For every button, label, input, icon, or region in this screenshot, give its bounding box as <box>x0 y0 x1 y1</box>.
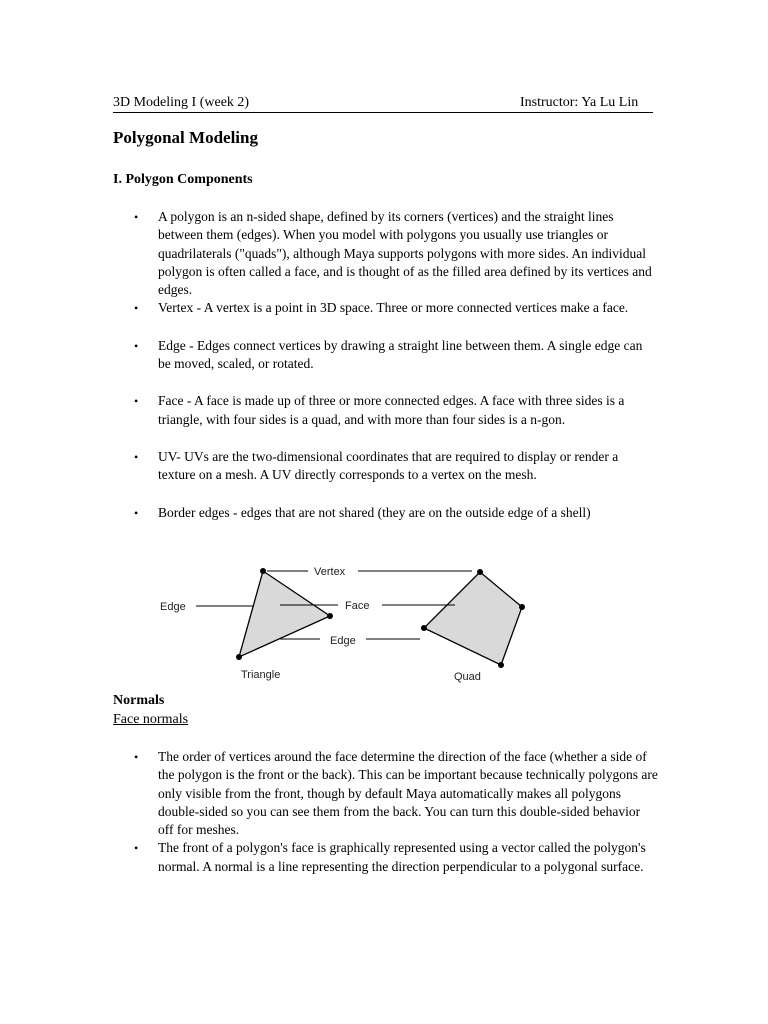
quad-shape <box>424 572 522 665</box>
list-item <box>113 839 658 876</box>
vertex-dot <box>498 662 504 668</box>
page-title: Polygonal Modeling <box>113 128 258 147</box>
face-normals-subheading: Face normals <box>113 712 189 727</box>
list-item <box>113 299 658 317</box>
list-item <box>113 337 658 374</box>
triangle-shape <box>239 571 330 657</box>
label-edge-bottom: Edge <box>330 635 356 647</box>
list-item-text: A polygon is an n-sided shape, defined by its corners (vertices) and the straight lines between them (edges). When you model with polygons you usually use triangles or quadrilaterals ("quads"), although Maya supports polygons with more sides. An individual polygon is often called a face, and is thought of as the filled area defined by its vertices and edges. <box>158 209 652 298</box>
polygon-components-list <box>113 208 658 522</box>
list-item <box>113 392 658 429</box>
label-triangle: Triangle <box>241 669 281 681</box>
list-item-text: Edge - Edges connect vertices by drawing a straight line between them. A single edge can be moved, scaled, or rotated. <box>158 337 643 372</box>
label-quad: Quad <box>454 671 481 683</box>
bullet-icon: • <box>134 301 139 316</box>
vertex-dot <box>260 568 266 574</box>
list-item-text: Border edges - edges that are not shared (they are on the outside edge of a shell) <box>158 504 591 520</box>
list-item-text: Vertex - A vertex is a point in 3D space. Three or more connected vertices make a face. <box>158 300 629 316</box>
label-edge-left: Edge <box>160 601 186 613</box>
section-heading: I. Polygon Components <box>113 172 253 187</box>
bullet-icon: • <box>134 210 139 224</box>
list-item <box>113 208 658 299</box>
bullet-icon: • <box>134 449 139 464</box>
polygon-diagram <box>150 560 550 690</box>
document-header <box>113 94 653 113</box>
vertex-dot <box>236 654 242 660</box>
list-item-text: Face - A face is made up of three or more connected edges. A face with three sides is a triangle, with four sides is a quad, and with more than four sides is a n-gon. <box>158 393 625 427</box>
list-item <box>113 448 658 485</box>
vertex-dot <box>421 625 427 631</box>
bullet-icon: • <box>134 505 139 520</box>
list-item <box>113 504 658 522</box>
vertex-dot <box>327 613 333 619</box>
bullet-icon: • <box>134 394 139 409</box>
label-face: Face <box>345 600 370 612</box>
vertex-dot <box>477 569 483 575</box>
instructor-name: Instructor: Ya Lu Lin <box>520 95 639 110</box>
vertex-dot <box>519 604 525 610</box>
list-item-text: UV- UVs are the two-dimensional coordinates that are required to display or render a texture on a mesh. A UV directly corresponds to a vertex on the mesh. <box>158 448 619 483</box>
bullet-icon: • <box>134 338 139 353</box>
list-item <box>113 748 658 839</box>
course-title: 3D Modeling I (week 2) <box>113 95 250 110</box>
bullet-icon: • <box>134 750 139 764</box>
list-item-text: The front of a polygon's face is graphically represented using a vector called the polygon's normal. A normal is a line representing the direction perpendicular to a polygonal surface. <box>158 840 646 874</box>
label-vertex: Vertex <box>314 566 346 578</box>
list-item-text: The order of vertices around the face determine the direction of the face (whether a side of the polygon is the front or the back). This can be important because technically polygons are only visible from the front, though by default Maya automatically makes all polygons double-sided so you can see them from the back. You can turn this double-sided behavior off for meshes. <box>158 749 658 838</box>
bullet-icon: • <box>134 841 139 856</box>
normals-heading: Normals <box>113 693 165 708</box>
normals-list <box>113 748 658 876</box>
